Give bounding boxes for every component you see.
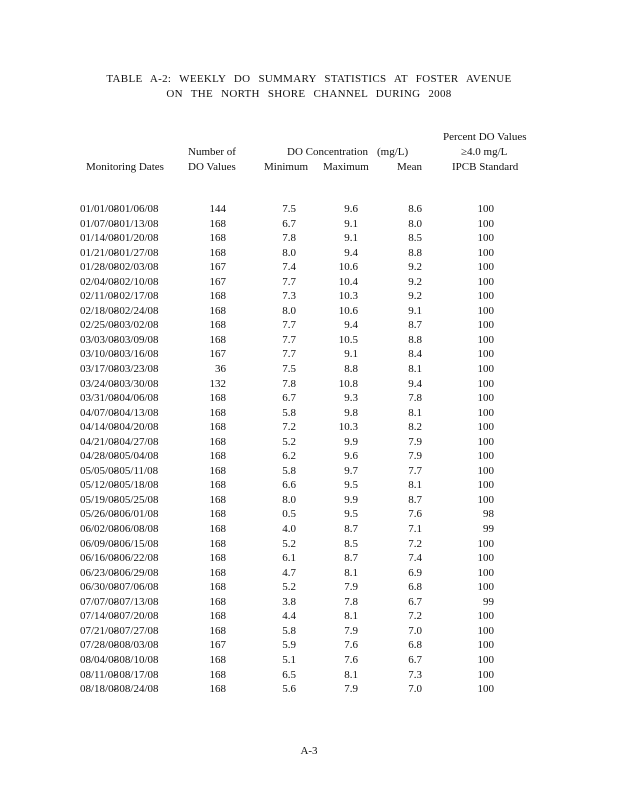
table-row	[0, 493, 618, 508]
end-date-cell: - 05/25/08	[113, 493, 159, 506]
percent-cell: 100	[477, 232, 494, 245]
start-date-cell: 01/01/08	[80, 203, 120, 215]
end-date-cell: - 03/02/08	[113, 319, 159, 332]
minimum-cell: 5.2	[282, 435, 296, 448]
maximum-cell: 9.9	[344, 435, 358, 448]
mean-cell: 8.7	[408, 493, 422, 506]
minimum-cell: 6.1	[282, 552, 296, 565]
percent-cell: 100	[477, 552, 494, 565]
maximum-cell: 8.8	[344, 363, 358, 376]
end-date-cell: - 01/06/08	[113, 203, 159, 215]
table-row	[0, 246, 618, 261]
maximum-cell: 8.1	[344, 668, 358, 681]
mean-cell: 7.1	[408, 523, 422, 536]
end-date-cell: - 01/13/08	[113, 217, 159, 230]
maximum-cell: 9.8	[344, 406, 358, 419]
start-date-cell: 08/11/08	[80, 668, 119, 681]
table-row	[0, 333, 618, 348]
table-title	[0, 72, 618, 102]
mean-cell: 7.0	[408, 683, 422, 696]
maximum-cell: 9.7	[344, 464, 358, 477]
end-date-cell: - 08/10/08	[113, 653, 159, 666]
end-date-cell: - 06/01/08	[113, 508, 159, 521]
number-of-values-cell: 168	[209, 523, 226, 536]
minimum-cell: 5.1	[282, 653, 296, 666]
start-date-cell: 01/14/08	[80, 232, 120, 245]
table-row	[0, 217, 618, 232]
table-row	[0, 391, 618, 406]
table-title-line1: TABLE A-2: WEEKLY DO SUMMARY STATISTICS AT FOSTER AVENUE	[106, 73, 512, 85]
percent-cell: 100	[477, 377, 494, 390]
end-date-cell: - 02/17/08	[113, 290, 159, 303]
minimum-cell: 5.8	[282, 464, 296, 477]
mean-cell: 8.1	[408, 406, 422, 419]
header-monitoring-dates: Monitoring Dates	[86, 161, 164, 173]
number-of-values-cell: 168	[209, 232, 226, 245]
end-date-cell: - 01/27/08	[113, 246, 159, 259]
header-percent-line3: IPCB Standard	[452, 161, 519, 173]
mean-cell: 6.8	[408, 639, 422, 652]
percent-cell: 100	[477, 479, 494, 492]
minimum-cell: 7.4	[282, 261, 296, 274]
mean-cell: 7.8	[408, 392, 422, 405]
minimum-cell: 8.0	[282, 304, 296, 317]
start-date-cell: 04/21/08	[80, 435, 120, 448]
end-date-cell: - 04/06/08	[113, 392, 159, 405]
table-row	[0, 522, 618, 537]
minimum-cell: 7.7	[282, 333, 296, 346]
table-row	[0, 537, 618, 552]
percent-cell: 100	[477, 581, 494, 594]
table-row	[0, 406, 618, 421]
maximum-cell: 8.5	[344, 537, 358, 550]
number-of-values-cell: 168	[209, 392, 226, 405]
number-of-values-cell: 168	[209, 406, 226, 419]
percent-cell: 100	[477, 406, 494, 419]
maximum-cell: 9.4	[344, 319, 358, 332]
table-row	[0, 260, 618, 275]
minimum-cell: 7.3	[282, 290, 296, 303]
start-date-cell: 05/12/08	[80, 479, 120, 492]
table-row	[0, 653, 618, 668]
maximum-cell: 8.7	[344, 552, 358, 565]
start-date-cell: 03/03/08	[80, 333, 120, 346]
mean-cell: 7.7	[408, 464, 422, 477]
end-date-cell: - 06/29/08	[113, 566, 159, 579]
minimum-cell: 6.2	[282, 450, 296, 463]
percent-cell: 100	[477, 624, 494, 637]
percent-cell: 100	[477, 493, 494, 506]
maximum-cell: 9.1	[344, 232, 358, 245]
minimum-cell: 7.8	[282, 377, 296, 390]
mean-cell: 7.2	[408, 610, 422, 623]
start-date-cell: 06/23/08	[80, 566, 120, 579]
table-row	[0, 318, 618, 333]
start-date-cell: 05/19/08	[80, 493, 120, 506]
minimum-cell: 5.2	[282, 537, 296, 550]
minimum-cell: 7.7	[282, 319, 296, 332]
minimum-cell: 6.7	[282, 217, 296, 230]
percent-cell: 100	[477, 392, 494, 405]
start-date-cell: 03/10/08	[80, 348, 120, 361]
number-of-values-cell: 168	[209, 421, 226, 434]
start-date-cell: 03/31/08	[80, 392, 120, 405]
start-date-cell: 04/28/08	[80, 450, 120, 463]
minimum-cell: 8.0	[282, 246, 296, 259]
percent-cell: 100	[477, 261, 494, 274]
maximum-cell: 9.6	[344, 203, 358, 215]
number-of-values-cell: 167	[209, 639, 226, 652]
number-of-values-cell: 144	[209, 203, 226, 215]
start-date-cell: 05/26/08	[80, 508, 120, 521]
table-row	[0, 624, 618, 639]
number-of-values-cell: 168	[209, 450, 226, 463]
percent-cell: 100	[477, 319, 494, 332]
percent-cell: 100	[477, 668, 494, 681]
maximum-cell: 9.9	[344, 493, 358, 506]
start-date-cell: 02/04/08	[80, 275, 120, 288]
number-of-values-cell: 168	[209, 319, 226, 332]
end-date-cell: - 04/13/08	[113, 406, 159, 419]
maximum-cell: 9.6	[344, 450, 358, 463]
number-of-values-cell: 168	[209, 479, 226, 492]
table-row	[0, 580, 618, 595]
end-date-cell: - 05/04/08	[113, 450, 159, 463]
minimum-cell: 5.6	[282, 683, 296, 696]
number-of-values-cell: 168	[209, 552, 226, 565]
minimum-cell: 7.7	[282, 275, 296, 288]
mean-cell: 8.4	[408, 348, 422, 361]
end-date-cell: - 06/22/08	[113, 552, 159, 565]
maximum-cell: 10.6	[338, 304, 358, 317]
table-row	[0, 566, 618, 581]
end-date-cell: - 07/06/08	[113, 581, 159, 594]
number-of-values-cell: 168	[209, 246, 226, 259]
minimum-cell: 6.5	[282, 668, 296, 681]
mean-cell: 8.6	[408, 203, 422, 215]
maximum-cell: 8.1	[344, 566, 358, 579]
percent-cell: 100	[477, 246, 494, 259]
start-date-cell: 08/04/08	[80, 653, 120, 666]
table-row	[0, 275, 618, 290]
table-row	[0, 449, 618, 464]
minimum-cell: 3.8	[282, 595, 296, 608]
mean-cell: 8.5	[408, 232, 422, 245]
minimum-cell: 0.5	[282, 508, 296, 521]
maximum-cell: 7.6	[344, 639, 358, 652]
number-of-values-cell: 168	[209, 304, 226, 317]
start-date-cell: 02/25/08	[80, 319, 120, 332]
maximum-cell: 10.8	[338, 377, 358, 390]
table-row	[0, 595, 618, 610]
end-date-cell: - 08/24/08	[113, 683, 159, 696]
minimum-cell: 4.0	[282, 523, 296, 536]
mean-cell: 8.1	[408, 363, 422, 376]
start-date-cell: 01/07/08	[80, 217, 120, 230]
number-of-values-cell: 168	[209, 566, 226, 579]
minimum-cell: 6.7	[282, 392, 296, 405]
header-number-line1: Number of	[188, 146, 236, 158]
minimum-cell: 5.9	[282, 639, 296, 652]
header-minimum: Minimum	[264, 161, 309, 173]
table-row	[0, 682, 618, 697]
end-date-cell: - 02/24/08	[113, 304, 159, 317]
number-of-values-cell: 168	[209, 508, 226, 521]
start-date-cell: 06/02/08	[80, 523, 120, 536]
maximum-cell: 9.3	[344, 392, 358, 405]
percent-cell: 100	[477, 363, 494, 376]
percent-cell: 100	[477, 290, 494, 303]
table-row	[0, 464, 618, 479]
start-date-cell: 08/18/08	[80, 683, 120, 696]
maximum-cell: 8.7	[344, 523, 358, 536]
table-row	[0, 231, 618, 246]
start-date-cell: 03/17/08	[80, 363, 120, 376]
maximum-cell: 10.6	[338, 261, 358, 274]
start-date-cell: 07/07/08	[80, 595, 120, 608]
start-date-cell: 04/14/08	[80, 421, 120, 434]
end-date-cell: - 08/03/08	[113, 639, 159, 652]
percent-cell: 100	[477, 203, 494, 215]
percent-cell: 100	[477, 421, 494, 434]
percent-cell: 99	[483, 523, 494, 536]
number-of-values-cell: 168	[209, 537, 226, 550]
minimum-cell: 6.6	[282, 479, 296, 492]
end-date-cell: - 02/03/08	[113, 261, 159, 274]
number-of-values-cell: 168	[209, 581, 226, 594]
start-date-cell: 07/14/08	[80, 610, 120, 623]
percent-cell: 100	[477, 639, 494, 652]
mean-cell: 8.8	[408, 333, 422, 346]
number-of-values-cell: 168	[209, 493, 226, 506]
start-date-cell: 01/21/08	[80, 246, 120, 259]
maximum-cell: 9.4	[344, 246, 358, 259]
number-of-values-cell: 168	[209, 464, 226, 477]
maximum-cell: 10.3	[338, 290, 358, 303]
mean-cell: 6.9	[408, 566, 422, 579]
mean-cell: 6.7	[408, 653, 422, 666]
mean-cell: 8.2	[408, 421, 422, 434]
mean-cell: 6.8	[408, 581, 422, 594]
minimum-cell: 4.4	[282, 610, 296, 623]
start-date-cell: 07/28/08	[80, 639, 120, 652]
page-number: A-3	[300, 745, 318, 757]
start-date-cell: 01/28/08	[80, 261, 120, 274]
header-percent-line2: ≥4.0 mg/L	[461, 146, 508, 158]
number-of-values-cell: 132	[209, 377, 226, 390]
minimum-cell: 7.5	[282, 203, 296, 215]
minimum-cell: 7.7	[282, 348, 296, 361]
number-of-values-cell: 36	[215, 363, 226, 376]
number-of-values-cell: 168	[209, 217, 226, 230]
mean-cell: 8.1	[408, 479, 422, 492]
maximum-cell: 7.8	[344, 595, 358, 608]
start-date-cell: 06/09/08	[80, 537, 120, 550]
percent-cell: 100	[477, 304, 494, 317]
table-row	[0, 638, 618, 653]
start-date-cell: 04/07/08	[80, 406, 120, 419]
table-row	[0, 435, 618, 450]
table-row	[0, 609, 618, 624]
percent-cell: 100	[477, 275, 494, 288]
minimum-cell: 5.8	[282, 406, 296, 419]
end-date-cell: - 03/30/08	[113, 377, 159, 390]
number-of-values-cell: 167	[209, 348, 226, 361]
mean-cell: 9.4	[408, 377, 422, 390]
mean-cell: 8.0	[408, 217, 422, 230]
table-row	[0, 478, 618, 493]
end-date-cell: - 08/17/08	[113, 668, 159, 681]
table-row	[0, 420, 618, 435]
end-date-cell: - 07/20/08	[113, 610, 159, 623]
percent-cell: 100	[477, 683, 494, 696]
start-date-cell: 02/11/08	[80, 290, 119, 303]
number-of-values-cell: 168	[209, 333, 226, 346]
number-of-values-cell: 168	[209, 290, 226, 303]
header-do-concentration: DO Concentration	[287, 146, 368, 158]
percent-cell: 100	[477, 348, 494, 361]
minimum-cell: 8.0	[282, 493, 296, 506]
table-row	[0, 347, 618, 362]
number-of-values-cell: 168	[209, 610, 226, 623]
end-date-cell: - 05/11/08	[113, 464, 159, 477]
maximum-cell: 7.6	[344, 653, 358, 666]
table-row	[0, 304, 618, 319]
header-percent-line1: Percent DO Values	[443, 131, 527, 143]
header-maximum: Maximum	[323, 161, 369, 173]
end-date-cell: - 03/23/08	[113, 363, 159, 376]
percent-cell: 99	[483, 595, 494, 608]
maximum-cell: 7.9	[344, 683, 358, 696]
mean-cell: 9.1	[408, 304, 422, 317]
mean-cell: 9.2	[408, 290, 422, 303]
end-date-cell: - 03/16/08	[113, 348, 159, 361]
end-date-cell: - 01/20/08	[113, 232, 159, 245]
mean-cell: 9.2	[408, 275, 422, 288]
start-date-cell: 06/16/08	[80, 552, 120, 565]
mean-cell: 7.3	[408, 668, 422, 681]
number-of-values-cell: 167	[209, 275, 226, 288]
table-row	[0, 202, 618, 217]
number-of-values-cell: 168	[209, 435, 226, 448]
end-date-cell: - 05/18/08	[113, 479, 159, 492]
mean-cell: 7.2	[408, 537, 422, 550]
end-date-cell: - 07/27/08	[113, 624, 159, 637]
start-date-cell: 05/05/08	[80, 464, 120, 477]
header-number-line2: DO Values	[188, 161, 236, 173]
minimum-cell: 5.2	[282, 581, 296, 594]
percent-cell: 100	[477, 537, 494, 550]
table-row	[0, 507, 618, 522]
mean-cell: 7.9	[408, 435, 422, 448]
number-of-values-cell: 168	[209, 668, 226, 681]
maximum-cell: 9.5	[344, 508, 358, 521]
maximum-cell: 9.5	[344, 479, 358, 492]
percent-cell: 100	[477, 653, 494, 666]
maximum-cell: 10.3	[338, 421, 358, 434]
mean-cell: 7.0	[408, 624, 422, 637]
start-date-cell: 02/18/08	[80, 304, 120, 317]
table-row	[0, 551, 618, 566]
start-date-cell: 06/30/08	[80, 581, 120, 594]
mean-cell: 8.7	[408, 319, 422, 332]
end-date-cell: - 02/10/08	[113, 275, 159, 288]
percent-cell: 100	[477, 333, 494, 346]
end-date-cell: - 04/20/08	[113, 421, 159, 434]
end-date-cell: - 06/15/08	[113, 537, 159, 550]
minimum-cell: 7.5	[282, 363, 296, 376]
percent-cell: 98	[483, 508, 494, 521]
end-date-cell: - 07/13/08	[113, 595, 159, 608]
table-row	[0, 289, 618, 304]
percent-cell: 100	[477, 464, 494, 477]
minimum-cell: 5.8	[282, 624, 296, 637]
mean-cell: 7.4	[408, 552, 422, 565]
maximum-cell: 8.1	[344, 610, 358, 623]
maximum-cell: 9.1	[344, 217, 358, 230]
mean-cell: 7.9	[408, 450, 422, 463]
number-of-values-cell: 167	[209, 261, 226, 274]
end-date-cell: - 06/08/08	[113, 523, 159, 536]
minimum-cell: 7.2	[282, 421, 296, 434]
percent-cell: 100	[477, 610, 494, 623]
header-mean: Mean	[397, 161, 423, 173]
end-date-cell: - 03/09/08	[113, 333, 159, 346]
maximum-cell: 10.4	[338, 275, 358, 288]
percent-cell: 100	[477, 450, 494, 463]
number-of-values-cell: 168	[209, 624, 226, 637]
mean-cell: 8.8	[408, 246, 422, 259]
minimum-cell: 4.7	[282, 566, 296, 579]
header-unit: (mg/L)	[377, 146, 409, 158]
mean-cell: 7.6	[408, 508, 422, 521]
start-date-cell: 07/21/08	[80, 624, 120, 637]
table-row	[0, 668, 618, 683]
maximum-cell: 9.1	[344, 348, 358, 361]
mean-cell: 6.7	[408, 595, 422, 608]
table-title-line2: ON THE NORTH SHORE CHANNEL DURING 2008	[166, 88, 452, 100]
maximum-cell: 10.5	[338, 333, 358, 346]
number-of-values-cell: 168	[209, 683, 226, 696]
percent-cell: 100	[477, 435, 494, 448]
maximum-cell: 7.9	[344, 624, 358, 637]
number-of-values-cell: 168	[209, 595, 226, 608]
start-date-cell: 03/24/08	[80, 377, 120, 390]
data-table-body	[0, 202, 618, 697]
minimum-cell: 7.8	[282, 232, 296, 245]
percent-cell: 100	[477, 217, 494, 230]
percent-cell: 100	[477, 566, 494, 579]
mean-cell: 9.2	[408, 261, 422, 274]
table-row	[0, 362, 618, 377]
maximum-cell: 7.9	[344, 581, 358, 594]
number-of-values-cell: 168	[209, 653, 226, 666]
end-date-cell: - 04/27/08	[113, 435, 159, 448]
table-row	[0, 377, 618, 392]
